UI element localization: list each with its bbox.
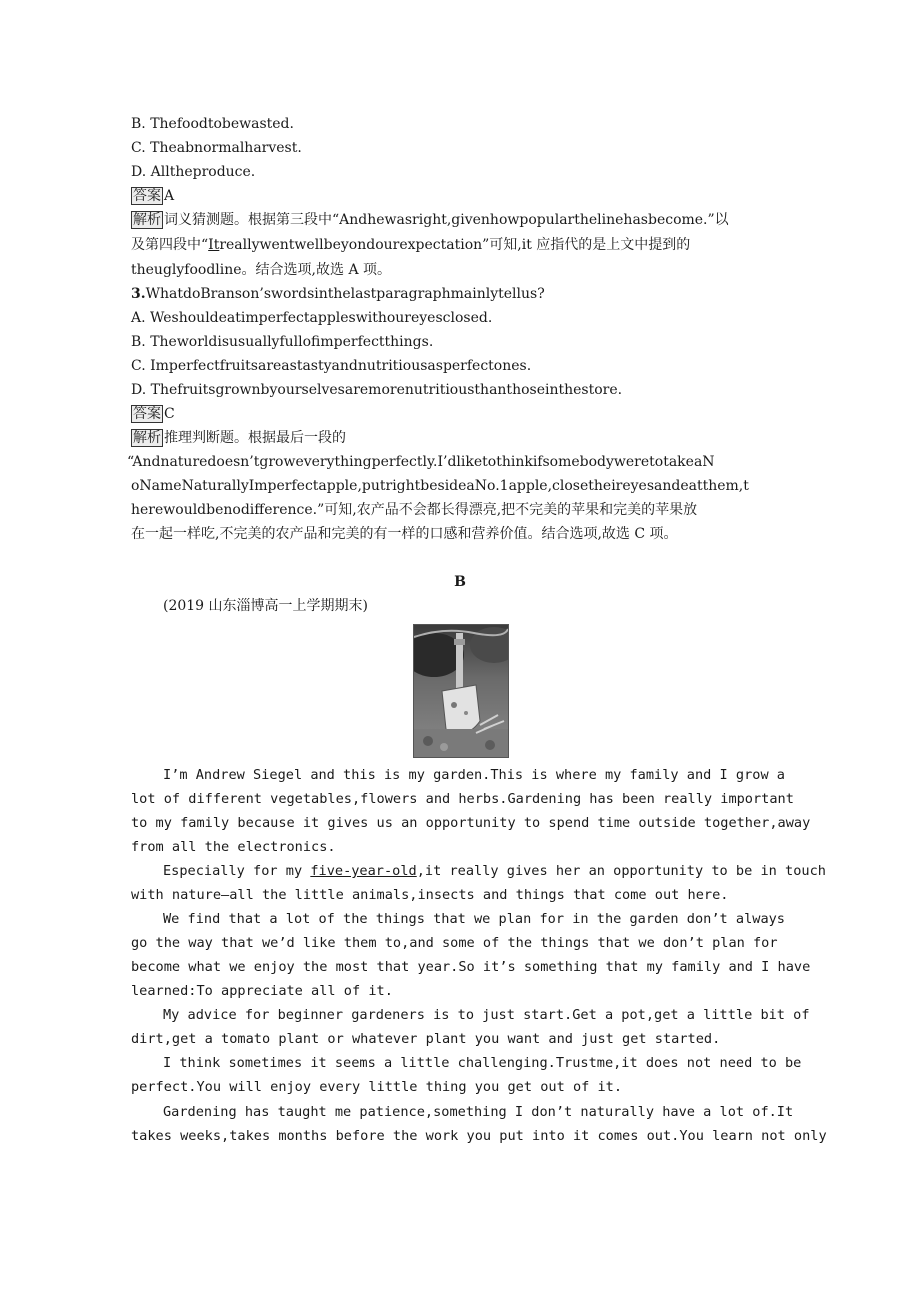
q2-option-d: D. Alltheproduce. xyxy=(131,164,256,180)
p2-text: ,it really gives her an opportunity to be in touch xyxy=(416,863,826,879)
p2-line-1 xyxy=(163,862,826,880)
q2-answer-line xyxy=(131,187,174,205)
q2-option-c: C. Theabnormalharvest. xyxy=(131,140,302,156)
q2-analysis-line-1 xyxy=(131,211,729,229)
q3-option-a: A. Weshouldeatimperfectappleswithoureyesclosed. xyxy=(131,310,493,326)
garden-photo xyxy=(413,624,509,758)
q3-text: WhatdoBranson’swordsinthelastparagraphmainlytellus? xyxy=(145,286,545,302)
q3-option-d: D. Thefruitsgrownbyourselvesaremorenutritiousthanthoseinthestore. xyxy=(131,382,623,398)
q3-analysis-line-1 xyxy=(131,429,346,447)
q2-analysis-underlined: It xyxy=(208,237,220,253)
q3-answer: C xyxy=(164,406,175,422)
q3-analysis-line-3: oNameNaturallyImperfectapple,putrightbesideaNo.1apple,closetheireyesandeatthem,t xyxy=(131,478,749,494)
p3-line-1: We find that a lot of the things that we plan for in the garden don’t always xyxy=(163,911,785,927)
p6-line-2: takes weeks,takes months before the work you put into it comes out.You learn not only xyxy=(131,1128,827,1144)
p3-line-2: go the way that we’d like them to,and some of the things that we don’t plan for xyxy=(131,935,778,951)
p1-line-4: from all the electronics. xyxy=(131,839,336,855)
q3-analysis-text: 推理判断题。根据最后一段的 xyxy=(164,430,346,446)
q2-analysis-line-2 xyxy=(131,236,690,254)
q2-analysis-text: 及第四段中“ xyxy=(131,237,209,253)
answer-tag: 答案 xyxy=(133,188,161,204)
q2-analysis-text: reallywentwellbeyondourexpectation”可知,it 应指代的是上文中提到的 xyxy=(219,237,691,253)
section-letter: B xyxy=(454,574,466,590)
answer-tag: 答案 xyxy=(133,406,161,422)
garden-shovel-image xyxy=(414,625,508,757)
q3-answer-line xyxy=(131,405,175,423)
p3-line-4: learned:To appreciate all of it. xyxy=(131,983,393,999)
q2-analysis-line-3: theuglyfoodline。结合选项,故选 A 项。 xyxy=(131,262,392,278)
q2-analysis-text: 词义猜测题。根据第三段中“Andhewasright,givenhowpopularthelinehasbecome.”以 xyxy=(164,212,729,228)
p1-line-3: to my family because it gives us an opportunity to spend time outside together,away xyxy=(131,815,811,831)
q3-number: 3. xyxy=(131,286,146,302)
q3-option-b: B. Theworldisusuallyfullofimperfectthings. xyxy=(131,334,434,350)
q3-option-c: C. Imperfectfruitsareastastyandnutritiousasperfectones. xyxy=(131,358,532,374)
p5-line-2: perfect.You will enjoy every little thing you get out of it. xyxy=(131,1079,623,1095)
q3-analysis-line-2: “Andnaturedoesn’tgroweverythingperfectly.I’dliketothinkifsomebodyweretotakeaN xyxy=(127,454,715,470)
p3-line-3: become what we enjoy the most that year.So it’s something that my family and I have xyxy=(131,959,811,975)
p5-line-1: I think sometimes it seems a little challenging.Trustme,it does not need to be xyxy=(163,1055,802,1071)
q2-answer: A xyxy=(164,188,175,204)
analysis-tag: 解析 xyxy=(133,212,161,228)
analysis-tag: 解析 xyxy=(133,430,161,446)
p2-line-2: with nature—all the little animals,insects and things that come out here. xyxy=(131,887,729,903)
p6-line-1: Gardening has taught me patience,something I don’t naturally have a lot of.It xyxy=(163,1104,794,1120)
p4-line-1: My advice for beginner gardeners is to just start.Get a pot,get a little bit of xyxy=(163,1007,810,1023)
source-note: (2019 山东淄博高一上学期期末) xyxy=(163,598,369,614)
p1-line-2: lot of different vegetables,flowers and herbs.Gardening has been really important xyxy=(131,791,794,807)
q2-option-b: B. Thefoodtobewasted. xyxy=(131,116,294,132)
p1-line-1: I’m Andrew Siegel and this is my garden.This is where my family and I grow a xyxy=(163,767,785,783)
p4-line-2: dirt,get a tomato plant or whatever plant you want and just get started. xyxy=(131,1031,721,1047)
p2-text: Especially for my xyxy=(163,863,311,879)
q3-analysis-line-4: herewouldbenodifference.”可知,农产品不会都长得漂亮,把不完美的苹果和完美的苹果放 xyxy=(131,502,698,518)
q3-analysis-line-5: 在一起一样吃,不完美的农产品和完美的有一样的口感和营养价值。结合选项,故选 C 项。 xyxy=(131,526,678,542)
q3-stem xyxy=(131,285,545,303)
p2-underlined: five-year-old xyxy=(310,863,417,879)
